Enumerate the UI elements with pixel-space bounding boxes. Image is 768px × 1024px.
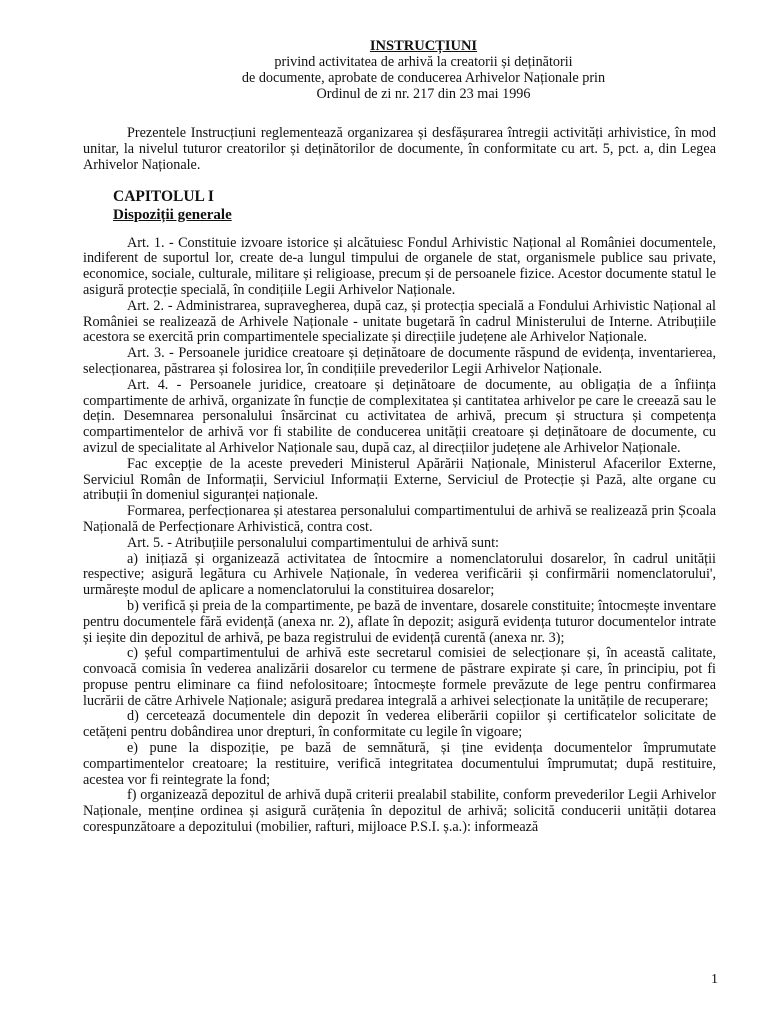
document-title: INSTRUCȚIUNI	[369, 38, 478, 54]
article-5-item-a: a) inițiază și organizează activitatea de întocmire a nomenclatorului dosarelor, în cadrul unității respective; asigură legătura cu Arhivele Naționale, în vederea verificării și confirmării nomenclatorului', urmărește modul de aplicare a nomenclatorului la constituirea dosarelor;	[83, 550, 716, 599]
article-5-item-f: f) organizează depozitul de arhivă după criterii prealabil stabilite, conform prevederilor Legii Arhivelor Naționale, menține ordinea și asigură curățenia în depozitul de arhivă; solicită conducerii unității dotarea corespunzătoare a depozitului (mobilier, rafturi, mijloace P.S.I. ș.a.): informează	[83, 787, 716, 836]
header-line-1: privind activitatea de arhivă la creatorii și deținătorii	[274, 54, 573, 70]
article-5-item-b: b) verifică și preia de la compartimente, pe bază de inventare, dosarele constituite; întocmește inventare pentru documentele fără evidență (anexa nr. 2), aflate în depozit; asigură evidența tuturor documentelor intrate și ieșite din depozitul de arhivă, pe baza registrului de evidență curentă (anexa nr. 3);	[83, 597, 716, 646]
article-5-item-c: c) șeful compartimentului de arhivă este secretarul comisiei de selecționare și, în această calitate, convoacă comisia în vederea analizării dosarelor cu termene de păstrare expirate și care, în principiu, pot fi propuse pentru eliminare ca fiind nefolositoare; întocmește formele prevăzute de lege pentru confirmarea lucrării de către Arhivele Naționale; asigură predarea integrală a arhivei selecționate la unitățile de recuperare;	[83, 645, 716, 709]
article-3: Art. 3. - Persoanele juridice creatoare și deținătoare de documente răspund de evidența, inventarierea, selecționarea, păstrarea și folosirea lor, în condițiile prevederilor Legii Arhivelor Naționale.	[83, 345, 716, 377]
article-4-exceptions: Fac excepție de la aceste prevederi Ministerul Apărării Naționale, Ministerul Afacerilor Externe, Serviciul Român de Informații, Serviciul Informații Externe, Serviciul de Protecție și Pază, alte organe cu atribuții în domeniul siguranței naționale.	[83, 455, 716, 504]
article-4: Art. 4. - Persoanele juridice, creatoare și deținătoare de documente, au obligația de a înființa compartimente de arhivă, organizate în funcție de complexitatea și cantitatea arhivelor pe care le creează sau le dețin. Desemnarea personalului însărcinat cu activitatea de arhivă, precum și structura și competența compartimentelor de arhivă vor fi stabilite de conducerea unității creatoare și deținătoare de documente, cu avizul de specialitate al Arhivelor Naționale sau, după caz, al direcțiilor județene ale Arhivelor Naționale.	[83, 376, 716, 456]
article-5-item-d: d) cercetează documentele din depozit în vederea eliberării copiilor și certificatelor solicitate de cetățeni pentru dobândirea unor drepturi, în conformitate cu legile în vigoare;	[83, 708, 716, 741]
article-2: Art. 2. - Administrarea, supravegherea, după caz, și protecția specială a Fondului Arhivistic Național al României se realizează de Arhivele Naționale - unitate bugetară în cadrul Ministerului de Interne. Atribuțiile acestora se exercită prin compartimentele specializate și direcțiile județene ale Arhivelor Naționale.	[83, 297, 716, 346]
chapter-title: CAPITOLUL I	[113, 187, 214, 205]
header-line-3: Ordinul de zi nr. 217 din 23 mai 1996	[316, 86, 531, 102]
intro-paragraph: Prezentele Instrucțiuni reglementează organizarea și desfășurarea întregii activități arhivistice, în mod unitar, la nivelul tuturor creatorilor și deținătorilor de documente, în conformitate cu art. 5, pct. a, din Legea Arhivelor Naționale.	[83, 125, 716, 173]
header-line-2: de documente, aprobate de conducerea Arhivelor Naționale prin	[241, 70, 606, 86]
chapter-subtitle: Dispoziții generale	[113, 206, 232, 223]
article-5-item-e: e) pune la dispoziție, pe bază de semnătură, și ține evidența documentelor împrumutate compartimentelor creatoare; la restituire, verifică integritatea documentului împrumutat; după restituire, acestea vor fi reintegrate la fond;	[83, 740, 716, 788]
article-5: Art. 5. - Atribuțiile personalului compartimentului de arhivă sunt:	[127, 534, 499, 551]
page-number: 1	[711, 972, 718, 987]
article-4-training: Formarea, perfecționarea și atestarea personalului compartimentului de arhivă se realizează prin Școala Națională de Perfecționare Arhivistică, contra cost.	[83, 503, 716, 535]
document-header	[131, 38, 716, 102]
article-1: Art. 1. - Constituie izvoare istorice și alcătuiesc Fondul Arhivistic Național al României documentele, indiferent de suportul lor, create de-a lungul timpului de organele de stat, organismele publice sau private, economice, sociale, culturale, militare și religioase, precum și de persoanele fizice. Acestor documente statul le asigură protecție specială, în condițiile Legii Arhivelor Naționale.	[83, 234, 716, 298]
